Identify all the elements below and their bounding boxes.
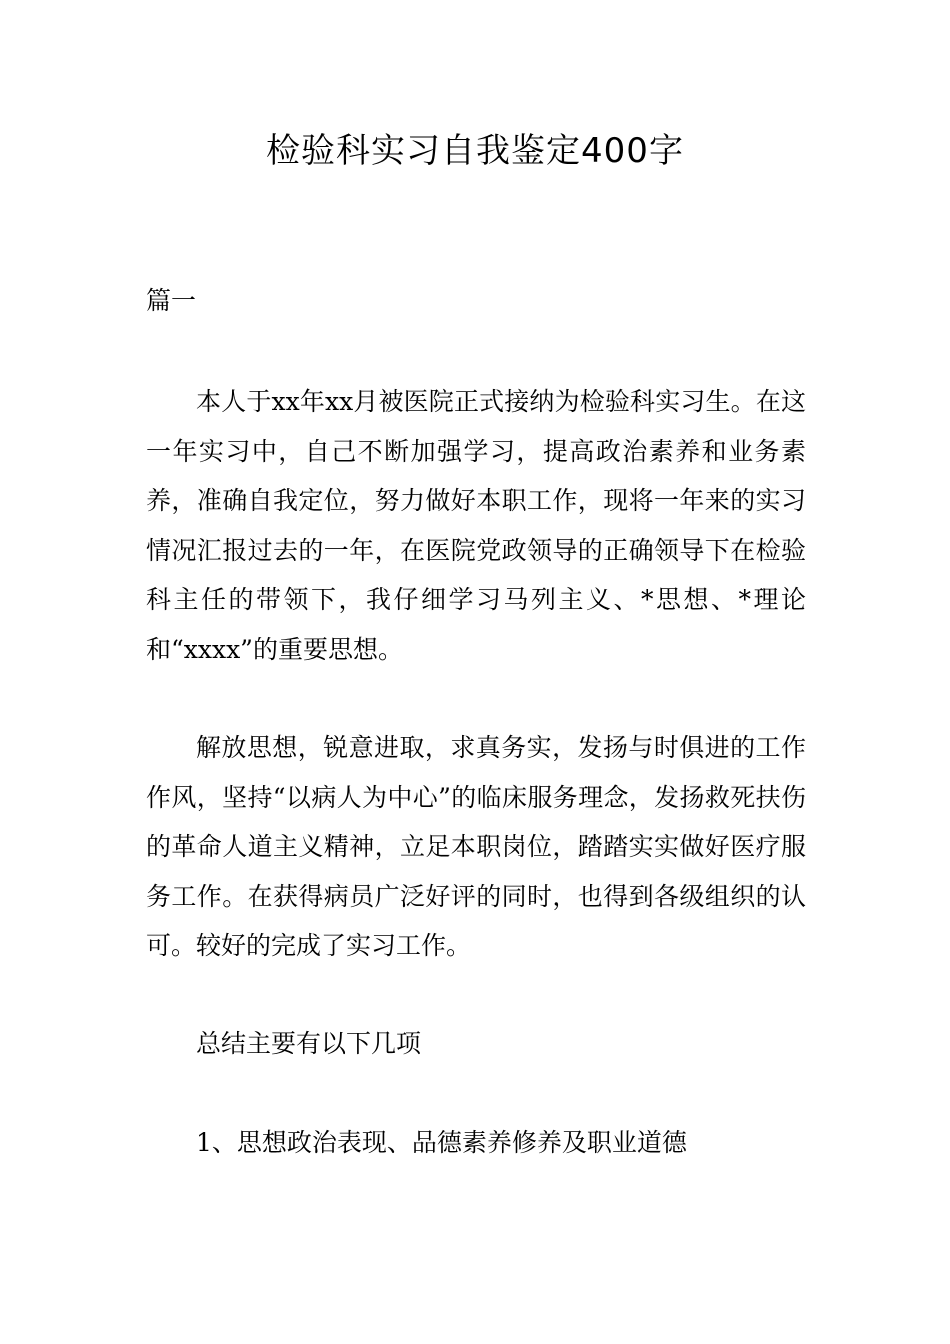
summary-intro: 总结主要有以下几项 (196, 1029, 422, 1058)
paragraph-work-style: 解放思想，锐意进取，求真务实，发扬与时俱进的工作作风，坚持“以病人为中心”的临床服务理念，发扬救死扶伤的革命人道主义精神，立足本职岗位，踏踏实实做好医疗服务工作。在获得病员广泛好评的同时，也得到各级组织的认可。较好的完成了实习工作。 (146, 733, 806, 960)
list-item: 1、思想政治表现、品德素养修养及职业道德 (196, 1128, 687, 1157)
section-label: 篇一 (146, 286, 197, 315)
paragraph-intro: 本人于xx年xx月被医院正式接纳为检验科实习生。在这一年实习中，自己不断加强学习，提高政治素养和业务素养，准确自我定位，努力做好本职工作，现将一年来的实习情况汇报过去的一年，在医院党政领导的正确领导下在检验科主任的带领下，我仔细学习马列主义、*思想、*理论和“xxxx”的重要思想。 (146, 387, 806, 664)
document-title: 检验科实习自我鉴定400字 (266, 131, 684, 171)
